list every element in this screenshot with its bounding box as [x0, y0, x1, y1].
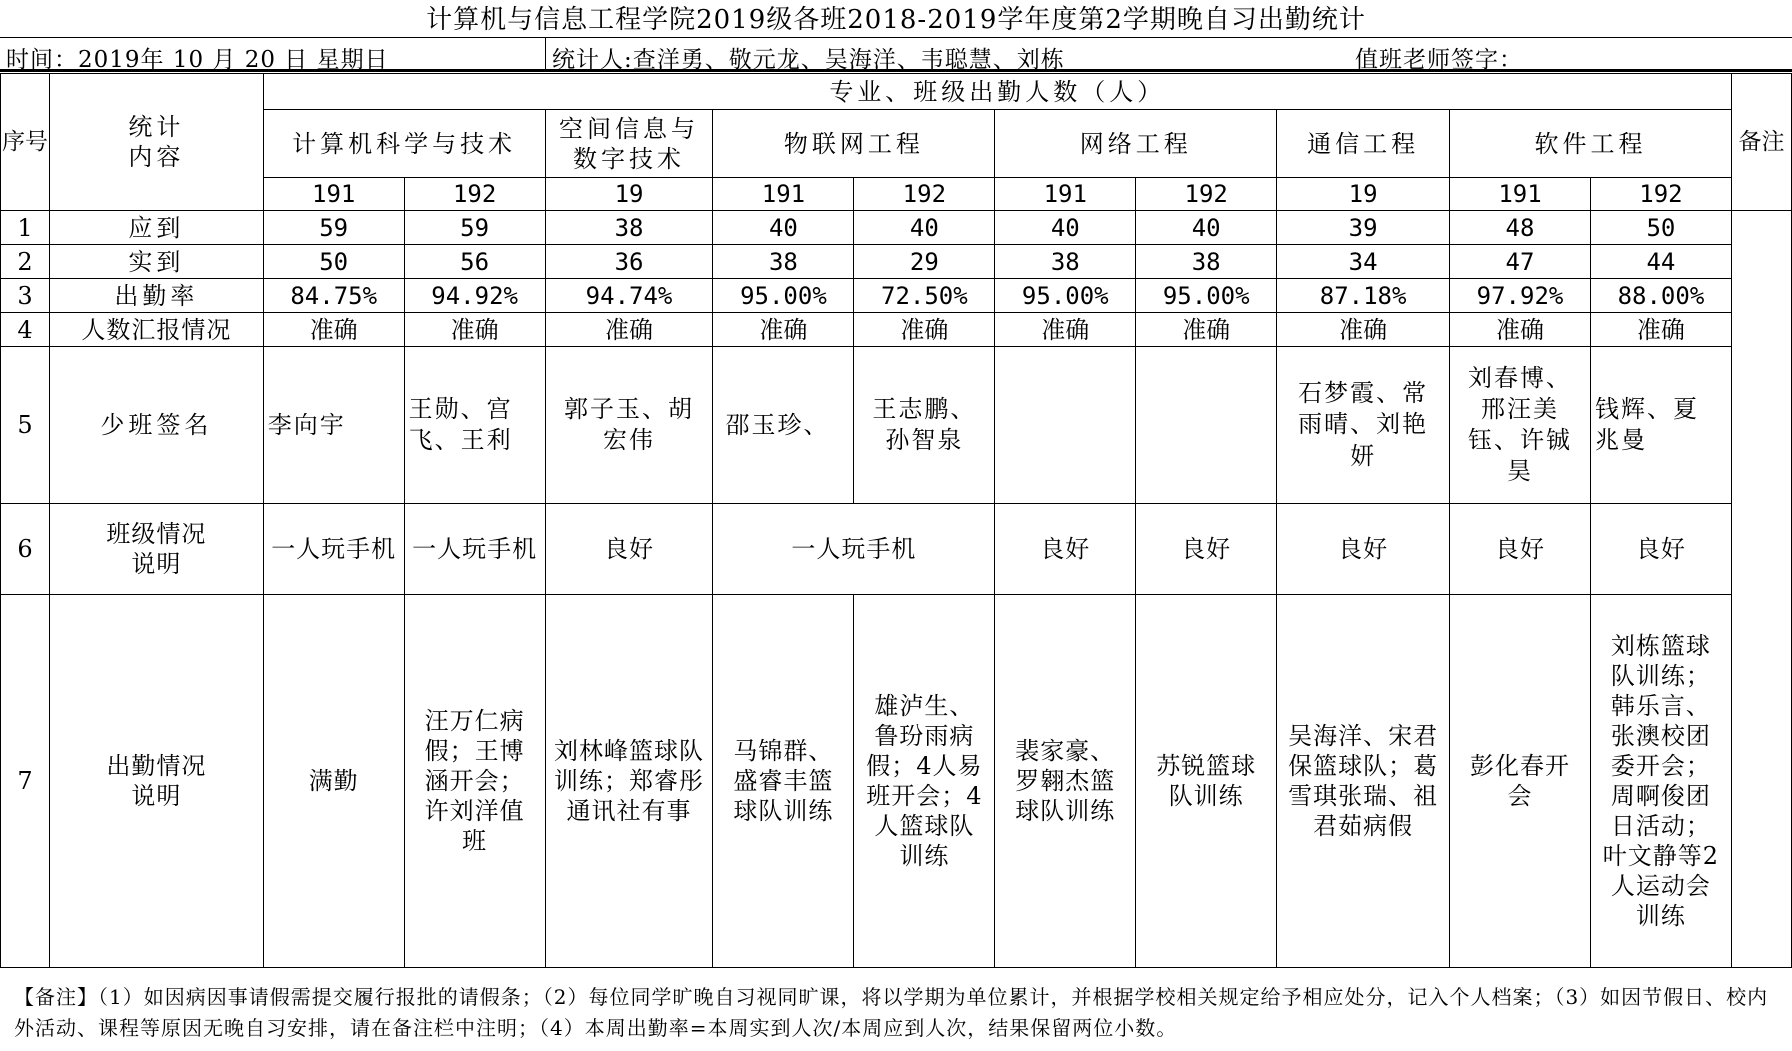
absent-signature: 钱辉、夏兆曼: [1590, 347, 1731, 504]
report-status: 准确: [545, 313, 713, 347]
attendance-detail: 满勤: [263, 595, 404, 968]
attendance-detail: 吴海洋、宋君保篮球队；葛雪琪张瑞、祖君茹病假: [1277, 595, 1450, 968]
actual-count: 44: [1590, 245, 1731, 279]
class-condition: 良好: [995, 504, 1136, 595]
attendance-rate: 84.75%: [263, 279, 404, 313]
attendance-rate: 95.00%: [1136, 279, 1277, 313]
sheet-title: 计算机与信息工程学院2019级各班2018-2019学年度第2学期晚自习出勤统计: [0, 0, 1792, 38]
class-condition: 一人玩手机: [713, 504, 995, 595]
actual-count: 50: [263, 245, 404, 279]
class-number: 19: [1277, 178, 1450, 211]
absent-signature: [1136, 347, 1277, 504]
absent-signature: 王勋、宫飞、王利: [404, 347, 545, 504]
class-number: 191: [713, 178, 854, 211]
report-status: 准确: [854, 313, 995, 347]
header-remark: 备注: [1731, 74, 1791, 211]
class-number: 192: [1136, 178, 1277, 211]
major-spatial: 空间信息与 数字技术: [545, 110, 713, 178]
actual-count: 29: [854, 245, 995, 279]
absent-signature: 李向宇: [263, 347, 404, 504]
info-divider: [545, 38, 546, 69]
expected-count: 59: [263, 211, 404, 245]
report-status: 准确: [1136, 313, 1277, 347]
attendance-rate: 94.74%: [545, 279, 713, 313]
row-number: 4: [1, 313, 50, 347]
report-status: 准确: [1590, 313, 1731, 347]
attendance-rate: 94.92%: [404, 279, 545, 313]
table-row: [1, 245, 1792, 279]
class-number: 192: [1590, 178, 1731, 211]
attendance-detail: 苏锐篮球队训练: [1136, 595, 1277, 968]
class-number: 192: [404, 178, 545, 211]
table-row: [1, 279, 1792, 313]
actual-count: 38: [995, 245, 1136, 279]
class-number: 191: [263, 178, 404, 211]
row-label: 应到: [49, 211, 263, 245]
header-group: 专业、班级出勤人数（人）: [263, 74, 1731, 110]
attendance-detail: 马锦群、盛睿丰篮球队训练: [713, 595, 854, 968]
report-status: 准确: [404, 313, 545, 347]
actual-count: 56: [404, 245, 545, 279]
teacher-signature-label: 值班老师签字：: [1355, 47, 1523, 73]
absent-signature: 刘春博、邢汪美钰、许铖昊: [1450, 347, 1591, 504]
attendance-detail: 汪万仁病假；王博涵开会；许刘洋值班: [404, 595, 545, 968]
header-content: 统计 内容: [49, 74, 263, 211]
row-label: 班级情况 说明: [49, 504, 263, 595]
row-label: 少班签名: [49, 347, 263, 504]
major-iot: 物联网工程: [713, 110, 995, 178]
class-number: 191: [1450, 178, 1591, 211]
date-text: 时间：2019年 10 月 20 日 星期日: [6, 47, 389, 73]
report-status: 准确: [995, 313, 1136, 347]
class-condition: 一人玩手机: [404, 504, 545, 595]
expected-count: 38: [545, 211, 713, 245]
class-number: 19: [545, 178, 713, 211]
expected-count: 40: [1136, 211, 1277, 245]
header-seq: 序号: [1, 74, 50, 211]
major-network: 网络工程: [995, 110, 1277, 178]
row-number: 7: [1, 595, 50, 968]
row-label: 人数汇报情况: [49, 313, 263, 347]
row-number: 1: [1, 211, 50, 245]
report-status: 准确: [1277, 313, 1450, 347]
row-number: 5: [1, 347, 50, 504]
row-number: 3: [1, 279, 50, 313]
info-bar: [0, 38, 1792, 72]
class-condition: 良好: [1277, 504, 1450, 595]
absent-signature: [995, 347, 1136, 504]
actual-count: 38: [713, 245, 854, 279]
expected-count: 40: [713, 211, 854, 245]
attendance-rate: 95.00%: [713, 279, 854, 313]
class-condition: 良好: [1590, 504, 1731, 595]
table-row: [1, 595, 1792, 968]
expected-count: 39: [1277, 211, 1450, 245]
statistician-text: 统计人:查洋勇、敬元龙、吴海洋、韦聪慧、刘栋: [552, 47, 1065, 73]
attendance-detail: 刘林峰篮球队训练；郑睿彤通讯社有事: [545, 595, 713, 968]
footnote: 【备注】（1）如因病因事请假需提交履行报批的请假条；（2）每位同学旷晚自习视同旷课，将以学期为单位累计，并根据学校相关规定给予相应处分，记入个人档案；（3）如因节假日、校内外活动、课程等原因无晚自习安排，请在备注栏中注明；（4）本周出勤率=本周实到人次/本周应到人次，结果保留两位小数。: [14, 985, 1769, 1040]
row-label: 实到: [49, 245, 263, 279]
attendance-detail: 彭化春开会: [1450, 595, 1591, 968]
table-row: [1, 211, 1792, 245]
report-status: 准确: [713, 313, 854, 347]
expected-count: 40: [995, 211, 1136, 245]
class-condition: 良好: [545, 504, 713, 595]
expected-count: 48: [1450, 211, 1591, 245]
report-status: 准确: [263, 313, 404, 347]
attendance-rate: 95.00%: [995, 279, 1136, 313]
actual-count: 34: [1277, 245, 1450, 279]
major-telecom: 通信工程: [1277, 110, 1450, 178]
class-number: 192: [854, 178, 995, 211]
row-label: 出勤率: [49, 279, 263, 313]
actual-count: 47: [1450, 245, 1591, 279]
major-cs: 计算机科学与技术: [263, 110, 545, 178]
remark-cell: [1731, 211, 1791, 968]
table-row: [1, 347, 1792, 504]
row-number: 6: [1, 504, 50, 595]
table-row: [1, 504, 1792, 595]
class-condition: 良好: [1136, 504, 1277, 595]
attendance-detail: 裴家豪、罗翱杰篮球队训练: [995, 595, 1136, 968]
actual-count: 38: [1136, 245, 1277, 279]
expected-count: 59: [404, 211, 545, 245]
attendance-table: [0, 73, 1792, 968]
attendance-detail: 刘栋篮球队训练；韩乐言、张澳校团委开会；周啊俊团日活动；叶文静等2人运动会训练: [1590, 595, 1731, 968]
class-condition: 良好: [1450, 504, 1591, 595]
absent-signature: 石梦霞、常雨晴、刘艳妍: [1277, 347, 1450, 504]
absent-signature: 王志鹏、孙智泉: [854, 347, 995, 504]
actual-count: 36: [545, 245, 713, 279]
expected-count: 50: [1590, 211, 1731, 245]
attendance-rate: 72.50%: [854, 279, 995, 313]
attendance-rate: 88.00%: [1590, 279, 1731, 313]
absent-signature: 郭子玉、胡宏伟: [545, 347, 713, 504]
major-software: 软件工程: [1450, 110, 1732, 178]
attendance-detail: 雄泸生、鲁玢雨病假；4人易班开会；4人篮球队训练: [854, 595, 995, 968]
report-status: 准确: [1450, 313, 1591, 347]
class-number: 191: [995, 178, 1136, 211]
row-number: 2: [1, 245, 50, 279]
class-condition: 一人玩手机: [263, 504, 404, 595]
absent-signature: 邵玉珍、: [713, 347, 854, 504]
table-row: [1, 313, 1792, 347]
expected-count: 40: [854, 211, 995, 245]
row-label: 出勤情况 说明: [49, 595, 263, 968]
attendance-rate: 97.92%: [1450, 279, 1591, 313]
attendance-rate: 87.18%: [1277, 279, 1450, 313]
